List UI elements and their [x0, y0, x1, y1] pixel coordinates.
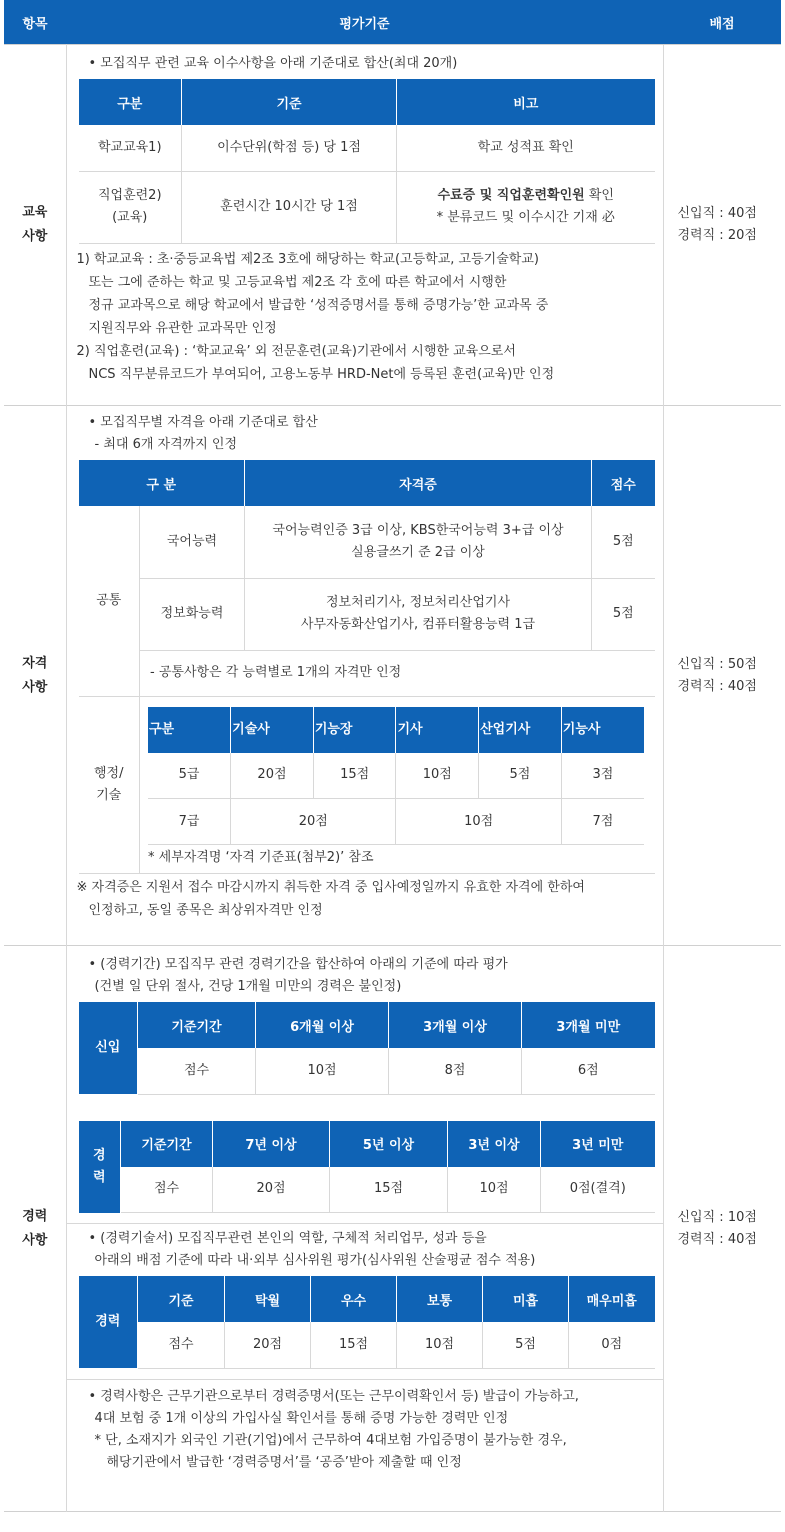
edu-note: 1) 학교교육 : 초·중등교육법 제2조 3호에 해당하는 학교(고등학교, 고등기술학교) [76, 251, 539, 267]
education-score [663, 45, 781, 406]
edu-cell [79, 171, 182, 243]
edu-note: NCS 직무분류코드가 부여되어, 고용노동부 HRD-Net에 등록된 훈련(교육)만 인정 [88, 366, 555, 382]
career-exp-header: 기준기간 [121, 1121, 213, 1167]
qualification-note [77, 876, 653, 922]
education-category-line1: 교육 [22, 205, 48, 220]
grade-header: 기술사 [231, 707, 314, 753]
qual-header-score: 점수 [592, 460, 655, 506]
qual-admin-line: 기술 [96, 787, 122, 803]
career-exp-cell: 점수 [121, 1167, 213, 1213]
qual-admin-content [140, 696, 655, 874]
qual-row-korean [79, 506, 655, 578]
education-table [79, 79, 655, 244]
career-score [663, 946, 781, 1512]
career-desc-cell: 점수 [138, 1322, 225, 1368]
career-desc-header: 매우미흡 [569, 1276, 655, 1322]
edu-cell-line: (교육) [112, 210, 148, 225]
header-item: 항목 [4, 0, 66, 45]
education-score-new: 신입직 : 40점 [677, 206, 757, 221]
qual-cell-line: 정보처리기사, 정보처리산업기사 [325, 595, 511, 610]
qual-grade-table [148, 707, 644, 846]
career-new-label: 신입 [79, 1002, 138, 1094]
edu-note: 또는 그에 준하는 학교 및 고등교육법 제2조 각 호에 따른 학교에서 시행한 [88, 274, 507, 290]
qual-category-line2: 사항 [22, 679, 48, 695]
grade-header: 기사 [396, 707, 479, 753]
career-desc-cell: 20점 [225, 1322, 311, 1368]
career-note: 4대 보험 중 1개 이상의 가입사실 확인서를 통해 증명 가능한 경력만 인정 [94, 1410, 509, 1426]
education-criteria [66, 45, 663, 406]
qual-admin-label [79, 696, 140, 874]
career-exp-label-line: 경 [92, 1147, 106, 1163]
qual-cell: 5점 [592, 506, 655, 578]
career-desc-header: 탁월 [225, 1276, 311, 1322]
career-desc-cell: 15점 [311, 1322, 397, 1368]
career-note: • 경력사항은 근무기관으로부터 경력증명서(또는 근무이력확인서 등) 발급이 가능하고, [88, 1388, 579, 1404]
edu-header-criteria: 기준 [182, 79, 397, 125]
career-new-header: 6개월 이상 [256, 1002, 389, 1048]
education-section [4, 45, 781, 406]
grade-cell: 5점 [479, 753, 562, 799]
qual-cell [245, 578, 592, 650]
career-category [4, 946, 66, 1512]
grade-header: 기능장 [313, 707, 396, 753]
career-criteria [66, 946, 663, 1512]
qual-row-it [79, 578, 655, 650]
edu-note: 정규 교과목으로 해당 학교에서 발급한 ‘성적증명서를 통해 증명가능’한 교과목 중 [88, 297, 549, 313]
career-exp-cell: 0점(결격) [541, 1167, 655, 1213]
edu-cell-line: 직업훈련2) [97, 188, 162, 203]
career-new-header: 3개월 이상 [389, 1002, 522, 1048]
qual-row-admin [79, 696, 655, 874]
qual-admin-line: 행정/ [94, 765, 124, 781]
edu-cell-rest: 확인 [584, 188, 614, 203]
qual-common-note: - 공통사항은 각 능력별로 1개의 자격만 인정 [140, 650, 655, 696]
career-score-exp: 경력직 : 40점 [677, 1231, 757, 1247]
career-new-header: 기준기간 [138, 1002, 256, 1048]
career-desc-table [79, 1276, 655, 1369]
education-score-exp: 경력직 : 20점 [677, 228, 757, 243]
career-exp-label-line: 력 [92, 1169, 106, 1185]
career-bullet2: • (경력기술서) 모집직무관련 본인의 역할, 구체적 처리업무, 성과 등을 [88, 1231, 487, 1246]
grade-cell: 5급 [148, 753, 231, 799]
career-bullet-sub: (건별 일 단위 절사, 건당 1개월 미만의 경력은 불인정) [94, 979, 402, 994]
edu-cell [397, 171, 655, 243]
qual-common-label: 공통 [79, 506, 140, 696]
career-new-cell: 10점 [256, 1048, 389, 1094]
edu-cell: 학교 성적표 확인 [397, 125, 655, 171]
edu-cell-bold: 수료증 및 직업훈련확인원 [437, 188, 585, 203]
grade-row-7 [148, 799, 644, 845]
qual-note-line: ※ 자격증은 지원서 접수 마감시까지 취득한 자격 중 입사예정일까지 유효한 자격에 한하여 [76, 880, 585, 895]
header-score: 배점 [663, 0, 781, 45]
career-exp-cell: 15점 [330, 1167, 448, 1213]
edu-note: 지원직무와 유관한 교과목만 인정 [88, 320, 277, 336]
qual-cell: 국어능력 [140, 506, 245, 578]
grade-cell: 3점 [561, 753, 644, 799]
qual-cell-line: 국어능력인증 3급 이상, KBS한국어능력 3+급 이상 [272, 522, 564, 538]
qualification-criteria [66, 406, 663, 946]
education-notes [77, 248, 653, 386]
education-category [4, 45, 66, 406]
edu-cell: 훈련시간 10시간 당 1점 [182, 171, 397, 243]
qual-category-line1: 자격 [22, 655, 48, 671]
qual-cell: 5점 [592, 578, 655, 650]
grade-cell: 15점 [313, 753, 396, 799]
career-desc-header: 보통 [397, 1276, 483, 1322]
qual-cell-line: 사무자동화산업기사, 컴퓨터활용능력 1급 [300, 617, 536, 632]
career-bullet2-sub: 아래의 배점 기준에 따라 내·외부 심사위원 평가(심사위원 산술평균 점수 적용) [94, 1253, 536, 1268]
grade-note: * 세부자격명 ‘자격 기준표(첨부2)’ 참조 [148, 850, 374, 865]
edu-cell: 이수단위(학점 등) 당 1점 [182, 125, 397, 171]
career-section [4, 946, 781, 1512]
grade-cell: 7급 [148, 799, 231, 845]
qual-note-line: 인정하고, 동일 종목은 최상위자격만 인정 [88, 903, 323, 918]
edu-header-remark: 비고 [397, 79, 655, 125]
qualification-section [4, 406, 781, 946]
career-desc-header: 미흡 [483, 1276, 569, 1322]
career-new-cell: 점수 [138, 1048, 256, 1094]
qual-header-type: 구 분 [79, 460, 245, 506]
edu-row-training [79, 171, 655, 243]
grade-cell: 20점 [231, 799, 396, 845]
qualification-score [663, 406, 781, 946]
grade-header: 구분 [148, 707, 231, 753]
header-row [4, 0, 781, 45]
career-category-line2: 사항 [22, 1232, 48, 1248]
edu-note: 2) 직업훈련(교육) : ‘학교교육’ 외 전문훈련(교육)기관에서 시행한 교육으로서 [76, 343, 516, 359]
career-desc-header: 기준 [138, 1276, 225, 1322]
education-bullet: • 모집직무 관련 교육 이수사항을 아래 기준대로 합산(최대 20개) [88, 56, 458, 71]
edu-header-type: 구분 [79, 79, 182, 125]
career-notes [67, 1379, 663, 1474]
qual-score-exp: 경력직 : 40점 [677, 678, 757, 694]
grade-cell: 20점 [231, 753, 314, 799]
career-note: 해당기관에서 발급한 ‘경력증명서’를 ‘공증’받아 제출할 때 인정 [106, 1454, 462, 1470]
career-score-new: 신입직 : 10점 [677, 1209, 757, 1225]
edu-cell-line: * 분류코드 및 이수시간 기재 必 [436, 210, 615, 225]
evaluation-table [4, 0, 781, 1512]
career-desc-cell: 5점 [483, 1322, 569, 1368]
qualification-table [79, 460, 655, 874]
grade-cell: 10점 [396, 799, 561, 845]
career-new-header: 3개월 미만 [522, 1002, 655, 1048]
qual-cell: 정보화능력 [140, 578, 245, 650]
qual-bullet-sub: - 최대 6개 자격까지 인정 [94, 437, 238, 452]
career-desc-label: 경력 [79, 1276, 138, 1368]
qual-cell [245, 506, 592, 578]
grade-row-5 [148, 753, 644, 799]
career-exp-header: 7년 이상 [213, 1121, 330, 1167]
career-exp-header: 3년 이상 [448, 1121, 541, 1167]
career-exp-header: 5년 이상 [330, 1121, 448, 1167]
career-desc-cell: 0점 [569, 1322, 655, 1368]
career-exp-cell: 20점 [213, 1167, 330, 1213]
career-desc-header: 우수 [311, 1276, 397, 1322]
qual-header-cert: 자격증 [245, 460, 592, 506]
career-new-cell: 8점 [389, 1048, 522, 1094]
career-desc-cell: 10점 [397, 1322, 483, 1368]
grade-header: 기능사 [561, 707, 644, 753]
career-note: * 단, 소재지가 외국인 기관(기업)에서 근무하여 4대보험 가입증명이 불가능한 경우, [94, 1432, 567, 1448]
career-exp-header: 3년 미만 [541, 1121, 655, 1167]
career-new-table [79, 1002, 655, 1095]
header-criteria: 평가기준 [66, 0, 663, 45]
grade-header: 산업기사 [479, 707, 562, 753]
edu-cell: 학교교육1) [79, 125, 182, 171]
qual-score-new: 신입직 : 50점 [677, 656, 757, 672]
qual-row-common-note [79, 650, 655, 696]
edu-row-school [79, 125, 655, 171]
career-exp-table [79, 1121, 655, 1214]
career-exp-label [79, 1121, 121, 1213]
qual-bullet: • 모집직무별 자격을 아래 기준대로 합산 [88, 415, 318, 430]
grade-cell: 7점 [561, 799, 644, 845]
career-category-line1: 경력 [22, 1208, 48, 1224]
qualification-category [4, 406, 66, 946]
career-bullet: • (경력기간) 모집직무 관련 경력기간을 합산하여 아래의 기준에 따라 평가 [88, 957, 508, 972]
grade-cell: 10점 [396, 753, 479, 799]
career-exp-cell: 10점 [448, 1167, 541, 1213]
education-category-line2: 사항 [22, 229, 48, 244]
qual-cell-line: 실용글쓰기 준 2급 이상 [351, 544, 485, 560]
career-new-cell: 6점 [522, 1048, 655, 1094]
career-desc-block [67, 1223, 663, 1369]
